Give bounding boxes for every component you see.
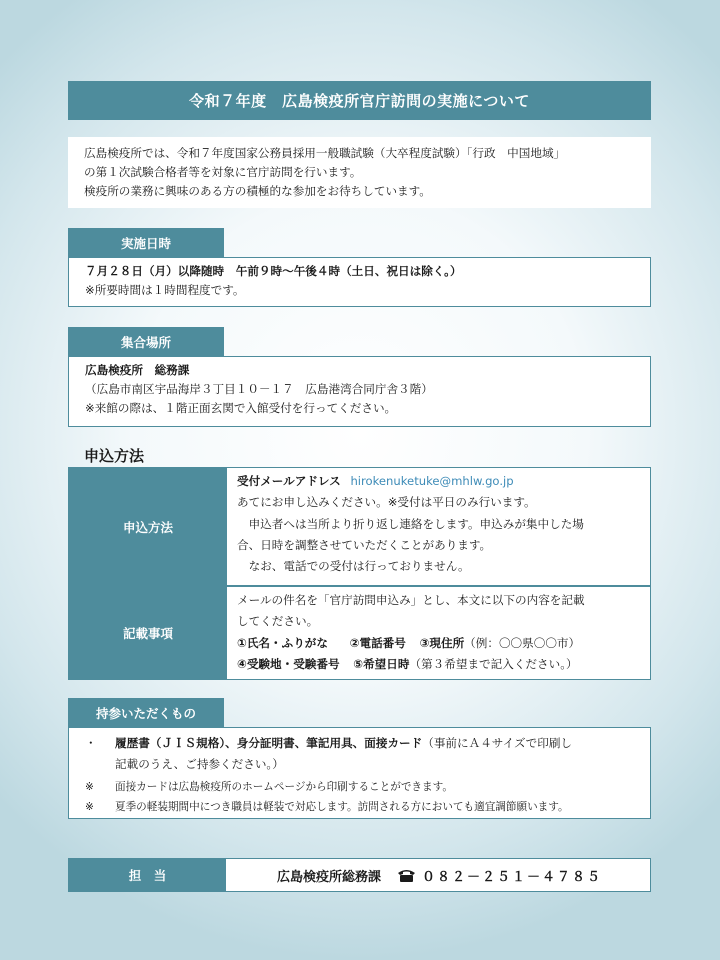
- date-main: ７月２８日（月）以降随時 午前９時～午後４時（土日、祝日は除く。）: [85, 264, 462, 278]
- date-section-label: 実施日時: [68, 228, 224, 257]
- date-section-box: [68, 257, 651, 307]
- method-line: あてにお申し込みください。※受付は平日のみ行います。: [237, 495, 536, 510]
- item-name: ①氏名・ふりがな: [237, 635, 328, 650]
- date-note: ※所要時間は１時間程度です。: [85, 283, 245, 297]
- place-section-box: [68, 356, 651, 427]
- items-line: してください。: [237, 614, 319, 629]
- intro-line: の第１次試験合格者等を対象に官庁訪問を行います。: [84, 165, 362, 179]
- email-link[interactable]: hirokenuketuke@mhlw.go.jp: [350, 474, 514, 488]
- contact-box: [68, 858, 651, 892]
- page-title: 令和７年度 広島検疫所官庁訪問の実施について: [68, 81, 651, 120]
- item-address-note: （例：〇〇県〇〇市）: [464, 635, 581, 650]
- telephone-icon: [397, 868, 416, 882]
- belongings-footnote: 面接カードは広島検疫所のホームページから印刷することができます。: [115, 781, 453, 793]
- items-line: メールの件名を「官庁訪問申込み」とし、本文に以下の内容を記載: [237, 593, 585, 607]
- item-exam: ④受験地・受験番号: [237, 656, 340, 671]
- items-label: 記載事項: [69, 587, 227, 680]
- belongings-items: 履歴書（ＪＩＳ規格）、身分証明書、筆記用具、面接カード: [115, 736, 423, 750]
- method-content: [237, 471, 584, 577]
- intro-line: 検疫所の業務に興味のある方の積極的な参加をお待ちしています。: [84, 184, 431, 198]
- note-mark: ※: [85, 801, 94, 813]
- contact-phone[interactable]: ０８２－２５１－４７８５: [422, 869, 603, 885]
- item-phone: ②電話番号: [349, 635, 406, 650]
- item-date-note: （第３希望まで記入ください。）: [409, 656, 578, 671]
- place-address: （広島市南区宇品海岸３丁目１０－１７ 広島港湾合同庁舎３階）: [85, 382, 433, 396]
- apply-table: [68, 467, 651, 680]
- method-line: 申込者へは当所より折り返し連絡をします。申込みが集中した場: [237, 516, 584, 531]
- place-section-label: 集合場所: [68, 327, 224, 356]
- intro-box: [68, 137, 651, 208]
- apply-heading: 申込方法: [84, 447, 145, 465]
- belongings-footnote: 夏季の軽装期間中につき職員は軽装で対応します。訪問される方においても適宜調節願います。: [115, 801, 569, 813]
- contact-label: 担 当: [69, 859, 226, 891]
- belongings-note-2: 記載のうえ、ご持参ください。）: [115, 757, 284, 771]
- item-date: ⑤希望日時: [353, 656, 410, 671]
- bullet: ・: [85, 736, 97, 750]
- method-line: 合、日時を調整させていただくことがあります。: [237, 537, 492, 552]
- email-label: 受付メールアドレス: [237, 474, 341, 488]
- method-label: 申込方法: [69, 468, 227, 585]
- method-line: なお、電話での受付は行っておりません。: [237, 559, 470, 574]
- belongings-box: [68, 727, 651, 819]
- intro-line: 広島検疫所では、令和７年度国家公務員採用一般職試験（大卒程度試験）「行政 中国地域」: [84, 146, 566, 160]
- items-content: [237, 590, 585, 675]
- item-address: ③現住所: [419, 635, 465, 650]
- place-note: ※来館の際は、１階正面玄関で入館受付を行ってください。: [85, 401, 397, 415]
- contact-office: 広島検疫所総務課: [277, 869, 382, 885]
- belongings-label: 持参いただくもの: [68, 698, 224, 727]
- place-name: 広島検疫所 総務課: [85, 363, 190, 377]
- belongings-note: （事前にＡ４サイズで印刷し: [422, 736, 573, 750]
- note-mark: ※: [85, 781, 94, 793]
